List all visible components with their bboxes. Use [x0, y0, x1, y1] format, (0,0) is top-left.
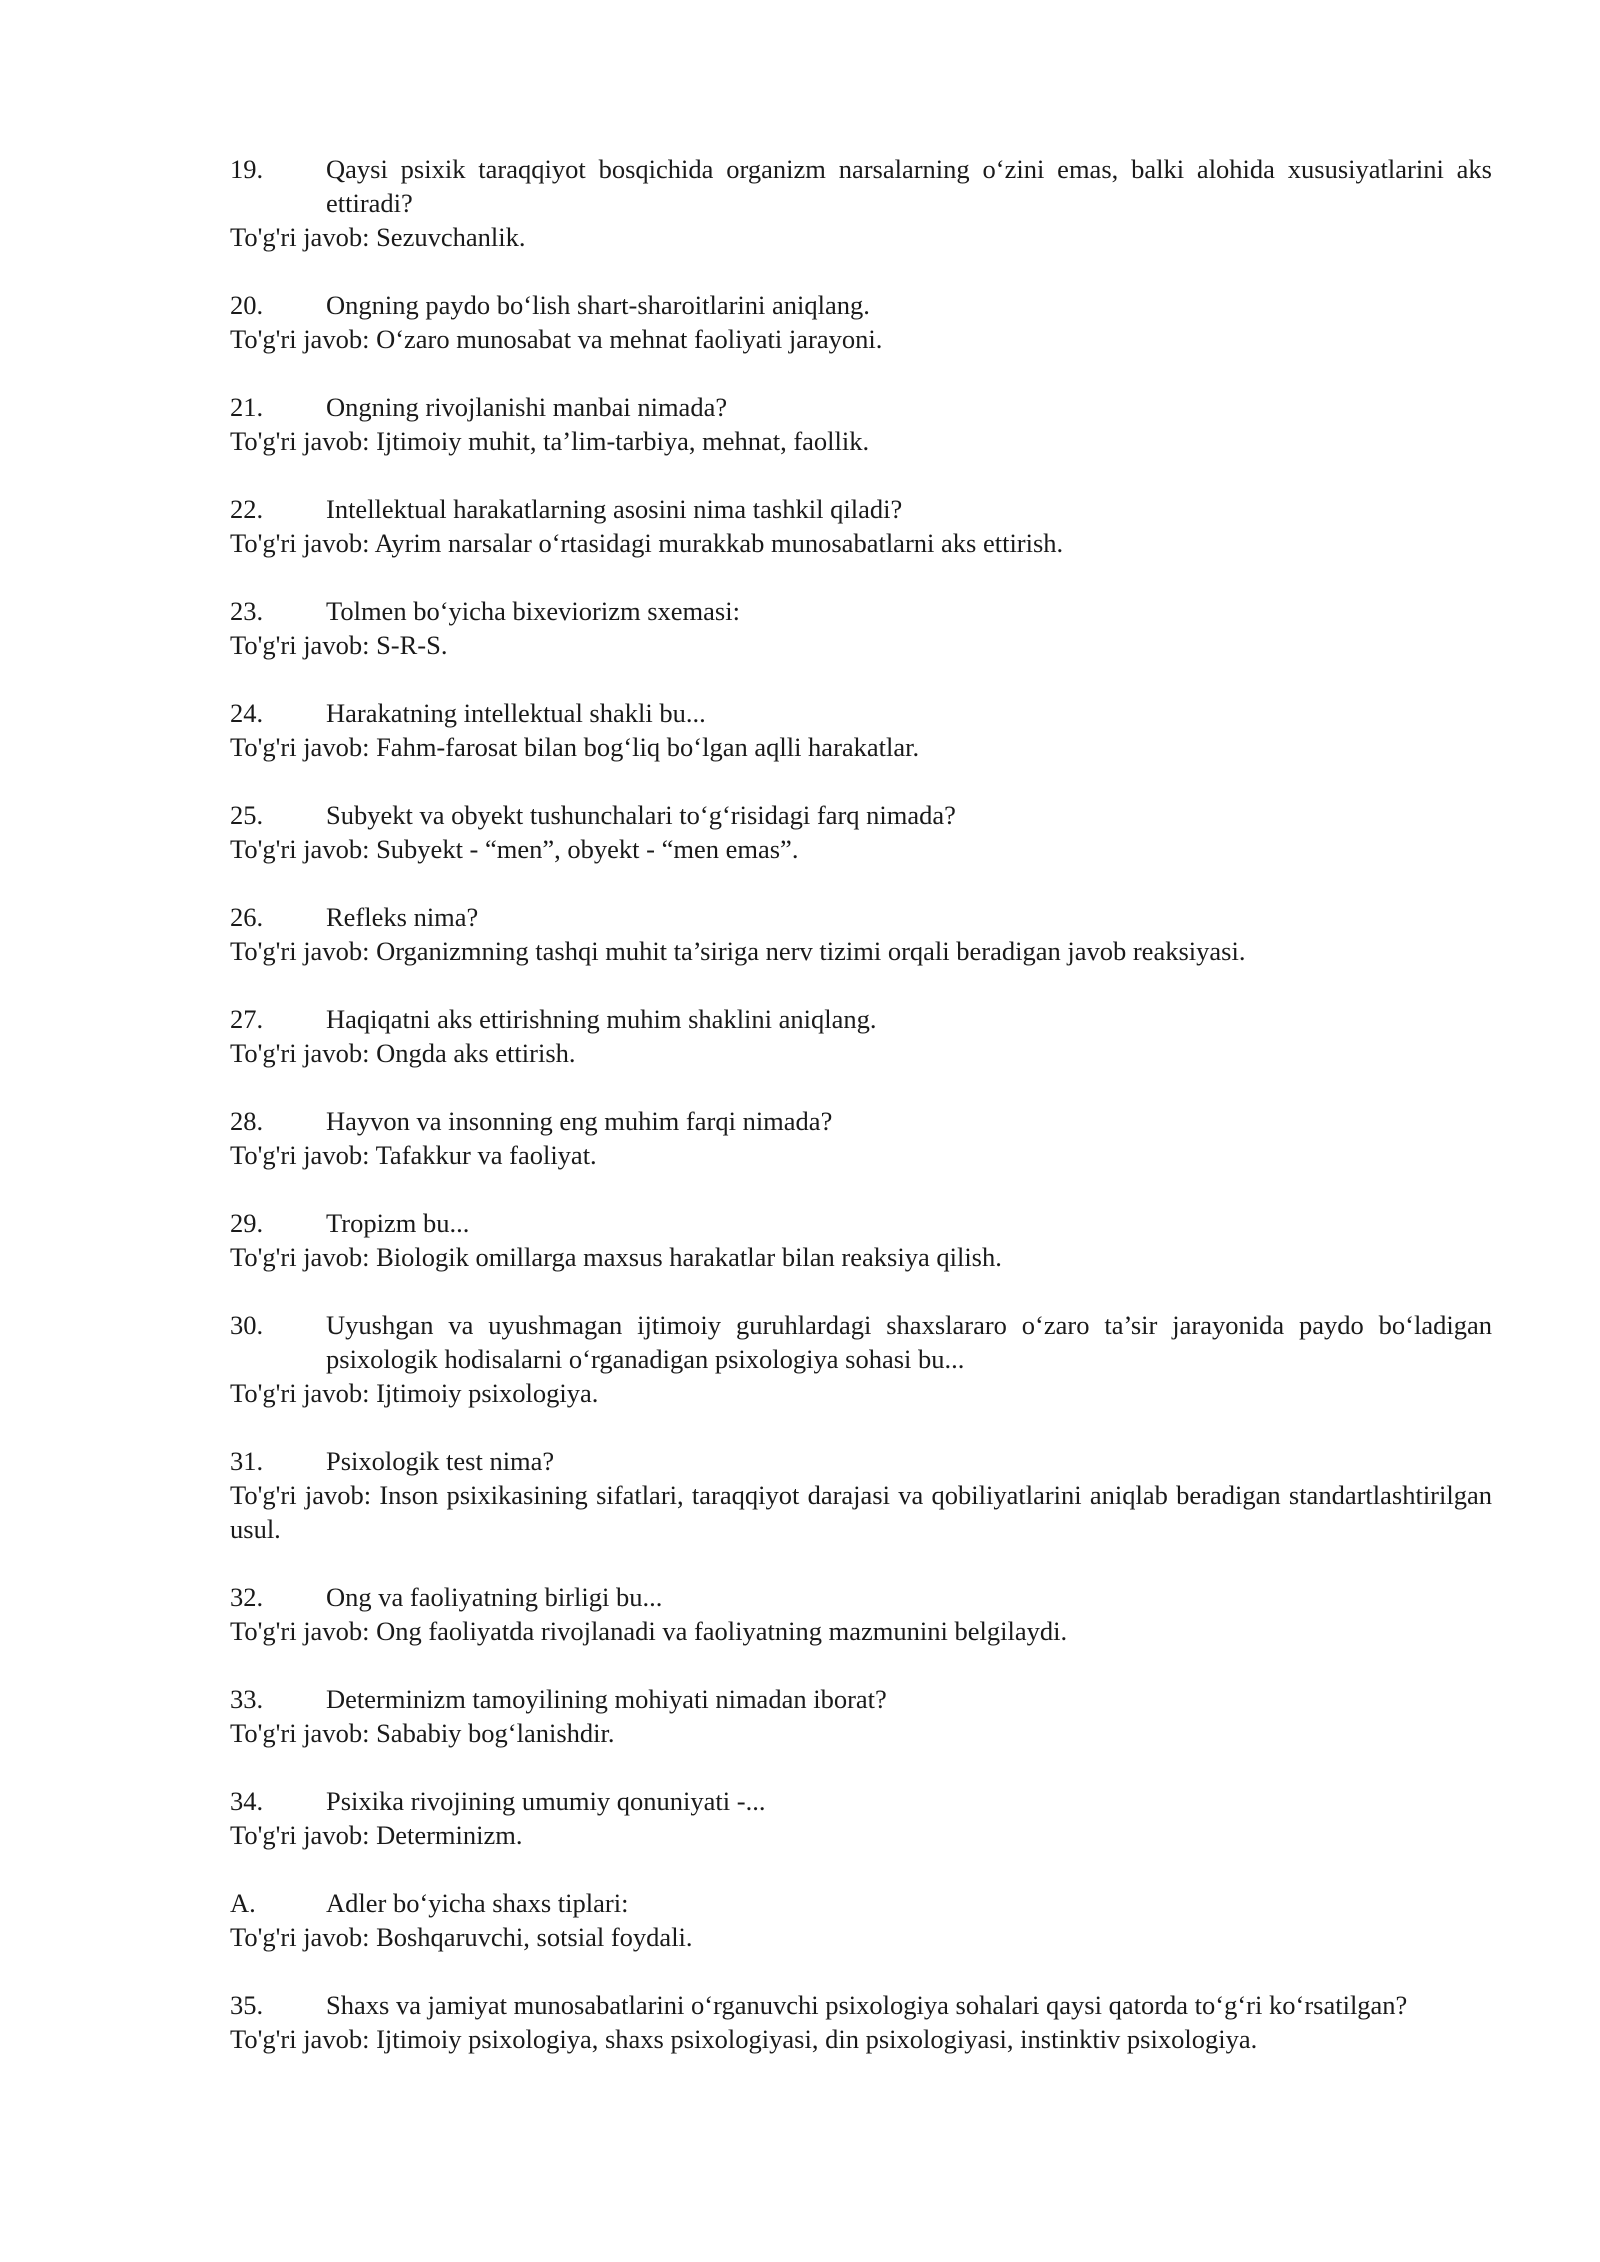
answer: [230, 1614, 1492, 1648]
answer-prefix: To'g'ri javob:: [230, 1242, 377, 1272]
answer-prefix: To'g'ri javob:: [230, 1480, 380, 1510]
answer-text: Ijtimoiy muhit, ta’lim-tarbiya, mehnat, faollik.: [376, 426, 870, 456]
question-text: Psixika rivojining umumiy qonuniyati -...: [326, 1786, 766, 1816]
question-text: Tolmen bo‘yicha bixeviorizm sxemasi:: [326, 596, 740, 626]
answer-text: Ijtimoiy psixologiya, shaxs psixologiyasi, din psixologiyasi, instinktiv psixologiya.: [376, 2024, 1258, 2054]
answer: [230, 934, 1492, 968]
qa-item: [230, 492, 1492, 560]
question-number: 33.: [230, 1684, 264, 1714]
question-number: 31.: [230, 1446, 264, 1476]
question: [230, 1784, 1492, 1818]
answer: [230, 2022, 1492, 2056]
question-text: Haqiqatni aks ettirishning muhim shaklini aniqlang.: [326, 1004, 877, 1034]
answer-text: Sezuvchanlik.: [376, 222, 526, 252]
answer-prefix: To'g'ri javob:: [230, 630, 377, 660]
question: [230, 390, 1492, 424]
question-number: 32.: [230, 1582, 264, 1612]
question-text: Adler bo‘yicha shaxs tiplari:: [326, 1888, 629, 1918]
answer: [230, 1716, 1492, 1750]
answer: [230, 526, 1492, 560]
question-text: Tropizm bu...: [326, 1208, 470, 1238]
answer-prefix: To'g'ri javob:: [230, 936, 377, 966]
answer-text: Tafakkur va faoliyat.: [375, 1140, 597, 1170]
question: [230, 798, 1492, 832]
question-number: 28.: [230, 1106, 264, 1136]
answer: [230, 1240, 1492, 1274]
answer-text: Inson psixikasining sifatlari, taraqqiyot darajasi va qobiliyatlarini aniqlab beradigan standartlashtirilgan usul.: [230, 1480, 1492, 1544]
answer-text: Ayrim narsalar o‘rtasidagi murakkab munosabatlarni aks ettirish.: [374, 528, 1064, 558]
question-text: Subyekt va obyekt tushunchalari to‘g‘risidagi farq nimada?: [326, 800, 956, 830]
answer-prefix: To'g'ri javob:: [230, 1922, 377, 1952]
question: [230, 1002, 1492, 1036]
question: [230, 152, 1492, 220]
question: [230, 696, 1492, 730]
question-number: 34.: [230, 1786, 264, 1816]
question-number: 20.: [230, 290, 264, 320]
answer: [230, 1818, 1492, 1852]
qa-item: [230, 1580, 1492, 1648]
question-text: Hayvon va insonning eng muhim farqi nimada?: [326, 1106, 833, 1136]
question-number: 19.: [230, 154, 264, 184]
question: [230, 492, 1492, 526]
question-text: Uyushgan va uyushmagan ijtimoiy guruhlardagi shaxslararo o‘zaro ta’sir jarayonida paydo bo‘ladigan psixologik hodisalarni o‘rganadigan psixologiya sohasi bu...: [326, 1310, 1492, 1374]
answer-prefix: To'g'ri javob:: [230, 834, 377, 864]
answer-prefix: To'g'ri javob:: [230, 1140, 376, 1170]
answer-prefix: To'g'ri javob:: [230, 732, 377, 762]
qa-item: [230, 152, 1492, 254]
qa-item: [230, 1206, 1492, 1274]
qa-item: [230, 1988, 1492, 2056]
question-number: 26.: [230, 902, 264, 932]
question-text: Psixologik test nima?: [326, 1446, 555, 1476]
answer: [230, 1376, 1492, 1410]
question-text: Harakatning intellektual shakli bu...: [326, 698, 706, 728]
question-number: 29.: [230, 1208, 264, 1238]
answer-prefix: To'g'ri javob:: [230, 1038, 377, 1068]
question: [230, 1308, 1492, 1376]
answer-prefix: To'g'ri javob:: [230, 528, 375, 558]
qa-item: [230, 594, 1492, 662]
answer-prefix: To'g'ri javob:: [230, 2024, 377, 2054]
qa-item: [230, 1308, 1492, 1410]
answer-text: O‘zaro munosabat va mehnat faoliyati jarayoni.: [376, 324, 883, 354]
answer-text: Ong faoliyatda rivojlanadi va faoliyatning mazmunini belgilaydi.: [376, 1616, 1068, 1646]
question-number: 35.: [230, 1990, 264, 2020]
qa-item: [230, 1886, 1492, 1954]
question-number: 24.: [230, 698, 264, 728]
answer: [230, 322, 1492, 356]
question-text: Determinizm tamoyilining mohiyati nimadan iborat?: [326, 1684, 887, 1714]
question-text: Ongning rivojlanishi manbai nimada?: [326, 392, 728, 422]
qa-item: [230, 1682, 1492, 1750]
question-number: 21.: [230, 392, 264, 422]
question: [230, 1444, 1492, 1478]
answer: [230, 1920, 1492, 1954]
question-answer-list: [230, 152, 1492, 2090]
question-text: Shaxs va jamiyat munosabatlarini o‘rganuvchi psixologiya sohalari qaysi qatorda to‘g‘ri ko‘rsatilgan?: [326, 1990, 1408, 2020]
answer-text: Biologik omillarga maxsus harakatlar bilan reaksiya qilish.: [376, 1242, 1002, 1272]
answer-text: Sababiy bog‘lanishdir.: [376, 1718, 615, 1748]
answer: [230, 832, 1492, 866]
answer: [230, 220, 1492, 254]
question: [230, 1206, 1492, 1240]
question-text: Ongning paydo bo‘lish shart-sharoitlarini aniqlang.: [326, 290, 870, 320]
qa-item: [230, 390, 1492, 458]
answer: [230, 730, 1492, 764]
question-number: 30.: [230, 1310, 264, 1340]
qa-item: [230, 1444, 1492, 1546]
question: [230, 1580, 1492, 1614]
question-number: 23.: [230, 596, 264, 626]
question-text: Intellektual harakatlarning asosini nima tashkil qiladi?: [326, 494, 903, 524]
answer-prefix: To'g'ri javob:: [230, 324, 377, 354]
answer-text: Ongda aks ettirish.: [376, 1038, 576, 1068]
answer: [230, 1036, 1492, 1070]
question: [230, 288, 1492, 322]
answer-prefix: To'g'ri javob:: [230, 1820, 377, 1850]
answer-text: Subyekt - “men”, obyekt - “men emas”.: [376, 834, 799, 864]
question: [230, 1886, 1492, 1920]
qa-item: [230, 1002, 1492, 1070]
question-number: 27.: [230, 1004, 264, 1034]
answer-text: Fahm-farosat bilan bog‘liq bo‘lgan aqlli harakatlar.: [376, 732, 920, 762]
question-number: 25.: [230, 800, 264, 830]
answer-text: S-R-S.: [376, 630, 448, 660]
answer: [230, 628, 1492, 662]
answer-prefix: To'g'ri javob:: [230, 1378, 377, 1408]
qa-item: [230, 1784, 1492, 1852]
question: [230, 1104, 1492, 1138]
question-number: 22.: [230, 494, 264, 524]
answer: [230, 1478, 1492, 1546]
answer-text: Organizmning tashqi muhit ta’siriga nerv tizimi orqali beradigan javob reaksiyasi.: [376, 936, 1246, 966]
qa-item: [230, 900, 1492, 968]
answer-text: Ijtimoiy psixologiya.: [376, 1378, 599, 1408]
question: [230, 1988, 1492, 2022]
answer: [230, 424, 1492, 458]
answer-text: Determinizm.: [376, 1820, 523, 1850]
qa-item: [230, 798, 1492, 866]
answer-prefix: To'g'ri javob:: [230, 222, 377, 252]
question: [230, 900, 1492, 934]
qa-item: [230, 696, 1492, 764]
question-text: Qaysi psixik taraqqiyot bosqichida organizm narsalarning o‘zini emas, balki alohida xususiyatlarini aks ettiradi?: [326, 154, 1492, 218]
answer-prefix: To'g'ri javob:: [230, 1616, 377, 1646]
answer: [230, 1138, 1492, 1172]
question-text: Ong va faoliyatning birligi bu...: [326, 1582, 663, 1612]
question: [230, 1682, 1492, 1716]
answer-prefix: To'g'ri javob:: [230, 426, 377, 456]
question-text: Refleks nima?: [326, 902, 479, 932]
qa-item: [230, 1104, 1492, 1172]
answer-text: Boshqaruvchi, sotsial foydali.: [376, 1922, 693, 1952]
question: [230, 594, 1492, 628]
qa-item: [230, 288, 1492, 356]
question-number: A.: [230, 1888, 256, 1918]
answer-prefix: To'g'ri javob:: [230, 1718, 377, 1748]
